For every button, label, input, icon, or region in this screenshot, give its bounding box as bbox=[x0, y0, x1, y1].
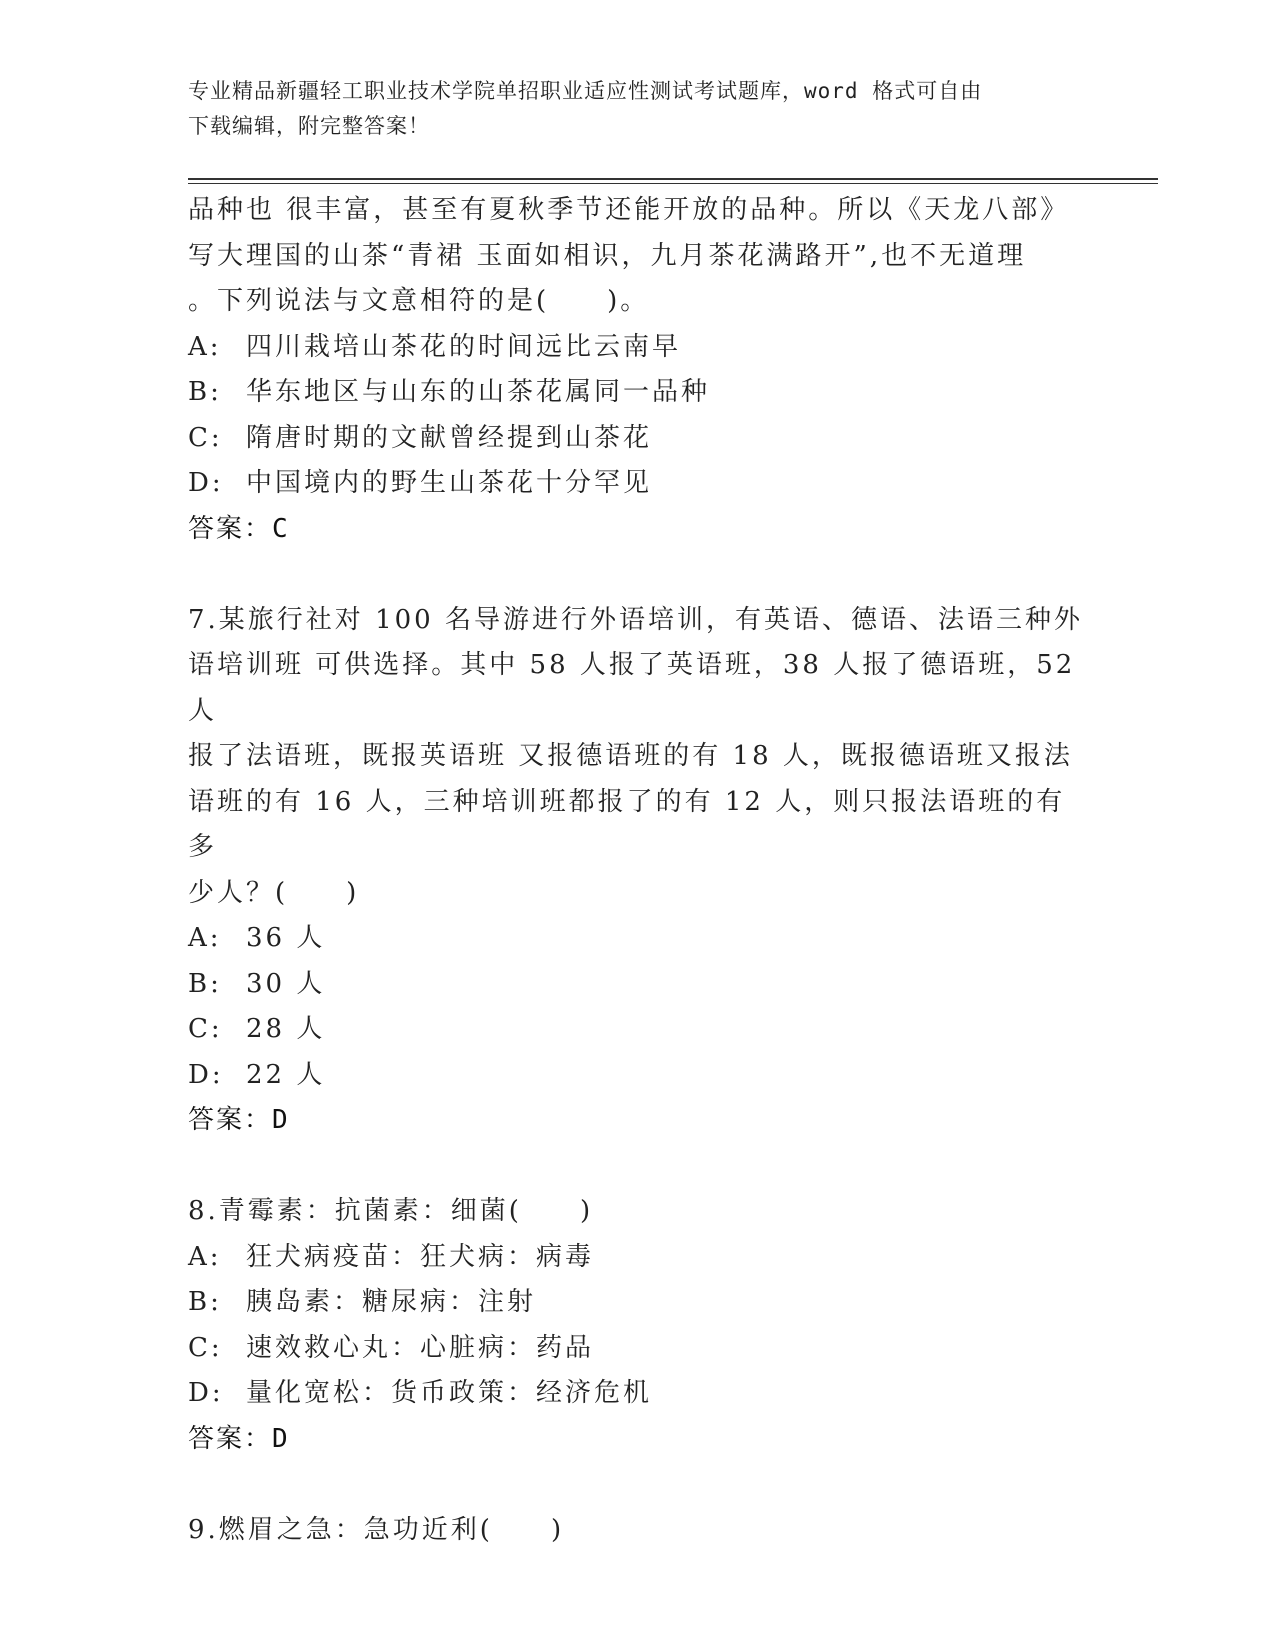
option-text: 隋唐时期的文献曾经提到山茶花 bbox=[246, 422, 653, 453]
option-label: D: bbox=[188, 1378, 224, 1408]
option-label: A: bbox=[188, 1241, 222, 1272]
question-text-line: 报了法语班，既报英语班 又报德语班的有 18 人，既报德语班又报法 bbox=[188, 741, 1073, 771]
option-text: 22 人 bbox=[246, 1059, 326, 1090]
option-text: 速效救心丸：心脏病：药品 bbox=[246, 1332, 595, 1363]
document-body bbox=[188, 188, 1088, 1553]
option-text: 胰岛素：糖尿病：注射 bbox=[246, 1287, 537, 1317]
option-b bbox=[188, 962, 1088, 1008]
option-text: 四川栽培山茶花的时间远比云南早 bbox=[246, 331, 682, 362]
option-label: D: bbox=[188, 468, 224, 498]
option-label: C: bbox=[188, 422, 223, 453]
spacer bbox=[188, 1462, 1088, 1508]
question-text-line: 少人？( ) bbox=[188, 877, 360, 908]
option-b bbox=[188, 370, 1088, 416]
option-text: 36 人 bbox=[246, 923, 326, 953]
option-c bbox=[188, 416, 1088, 462]
option-text: 28 人 bbox=[246, 1014, 326, 1044]
option-text: 30 人 bbox=[246, 968, 326, 999]
header-divider-thin bbox=[188, 183, 1158, 184]
answer: 答案：D bbox=[188, 1423, 290, 1454]
page-header bbox=[188, 74, 1068, 144]
option-label: C: bbox=[188, 1014, 223, 1044]
option-c bbox=[188, 1007, 1088, 1053]
spacer bbox=[188, 552, 1088, 598]
option-text: 中国境内的野生山茶花十分罕见 bbox=[246, 468, 653, 498]
option-label: B: bbox=[188, 377, 222, 407]
question-text-line: 7.某旅行社对 100 名导游进行外语培训，有英语、德语、法语三种外 bbox=[188, 604, 1083, 635]
option-label: B: bbox=[188, 968, 222, 999]
option-label: C: bbox=[188, 1332, 223, 1363]
question-7 bbox=[188, 598, 1088, 1144]
option-a bbox=[188, 916, 1088, 962]
option-label: A: bbox=[188, 923, 222, 953]
option-label: B: bbox=[188, 1287, 222, 1317]
option-a bbox=[188, 1235, 1088, 1281]
option-c bbox=[188, 1326, 1088, 1372]
option-label: D: bbox=[188, 1059, 224, 1090]
question-8 bbox=[188, 1189, 1088, 1462]
question-6 bbox=[188, 188, 1088, 552]
spacer bbox=[188, 1144, 1088, 1190]
question-text-line: 语班的有 16 人，三种培训班都报了的有 12 人，则只报法语班的有多 bbox=[188, 786, 1066, 862]
option-d bbox=[188, 461, 1088, 507]
option-d bbox=[188, 1053, 1088, 1099]
option-d bbox=[188, 1371, 1088, 1417]
question-text-line: 。下列说法与文意相符的是( )。 bbox=[188, 286, 650, 316]
question-text-line: 品种也 很丰富，甚至有夏秋季节还能开放的品种。所以《天龙八部》 bbox=[188, 195, 1070, 225]
answer: 答案：D bbox=[188, 1105, 290, 1135]
option-text: 华东地区与山东的山茶花属同一品种 bbox=[246, 377, 711, 407]
question-text-line: 语培训班 可供选择。其中 58 人报了英语班，38 人报了德语班，52 人 bbox=[188, 650, 1087, 726]
option-a bbox=[188, 325, 1088, 371]
question-text-line: 9.燃眉之急：急功近利( ) bbox=[188, 1514, 565, 1545]
option-text: 量化宽松：货币政策：经济危机 bbox=[246, 1378, 653, 1408]
option-text: 狂犬病疫苗：狂犬病：病毒 bbox=[246, 1241, 595, 1272]
header-divider-thick bbox=[188, 178, 1158, 180]
question-text-line: 写大理国的山茶“青裙 玉面如相识，九月茶花满路开”,也不无道理 bbox=[188, 240, 1027, 271]
option-label: A: bbox=[188, 331, 222, 362]
header-line-1: 专业精品新疆轻工职业技术学院单招职业适应性测试考试题库，word 格式可自由 bbox=[188, 79, 983, 103]
answer: 答案：C bbox=[188, 513, 290, 544]
option-b bbox=[188, 1280, 1088, 1326]
header-line-2: 下载编辑，附完整答案！ bbox=[188, 114, 430, 138]
question-text-line: 8.青霉素：抗菌素：细菌( ) bbox=[188, 1196, 594, 1226]
question-9 bbox=[188, 1508, 1088, 1554]
